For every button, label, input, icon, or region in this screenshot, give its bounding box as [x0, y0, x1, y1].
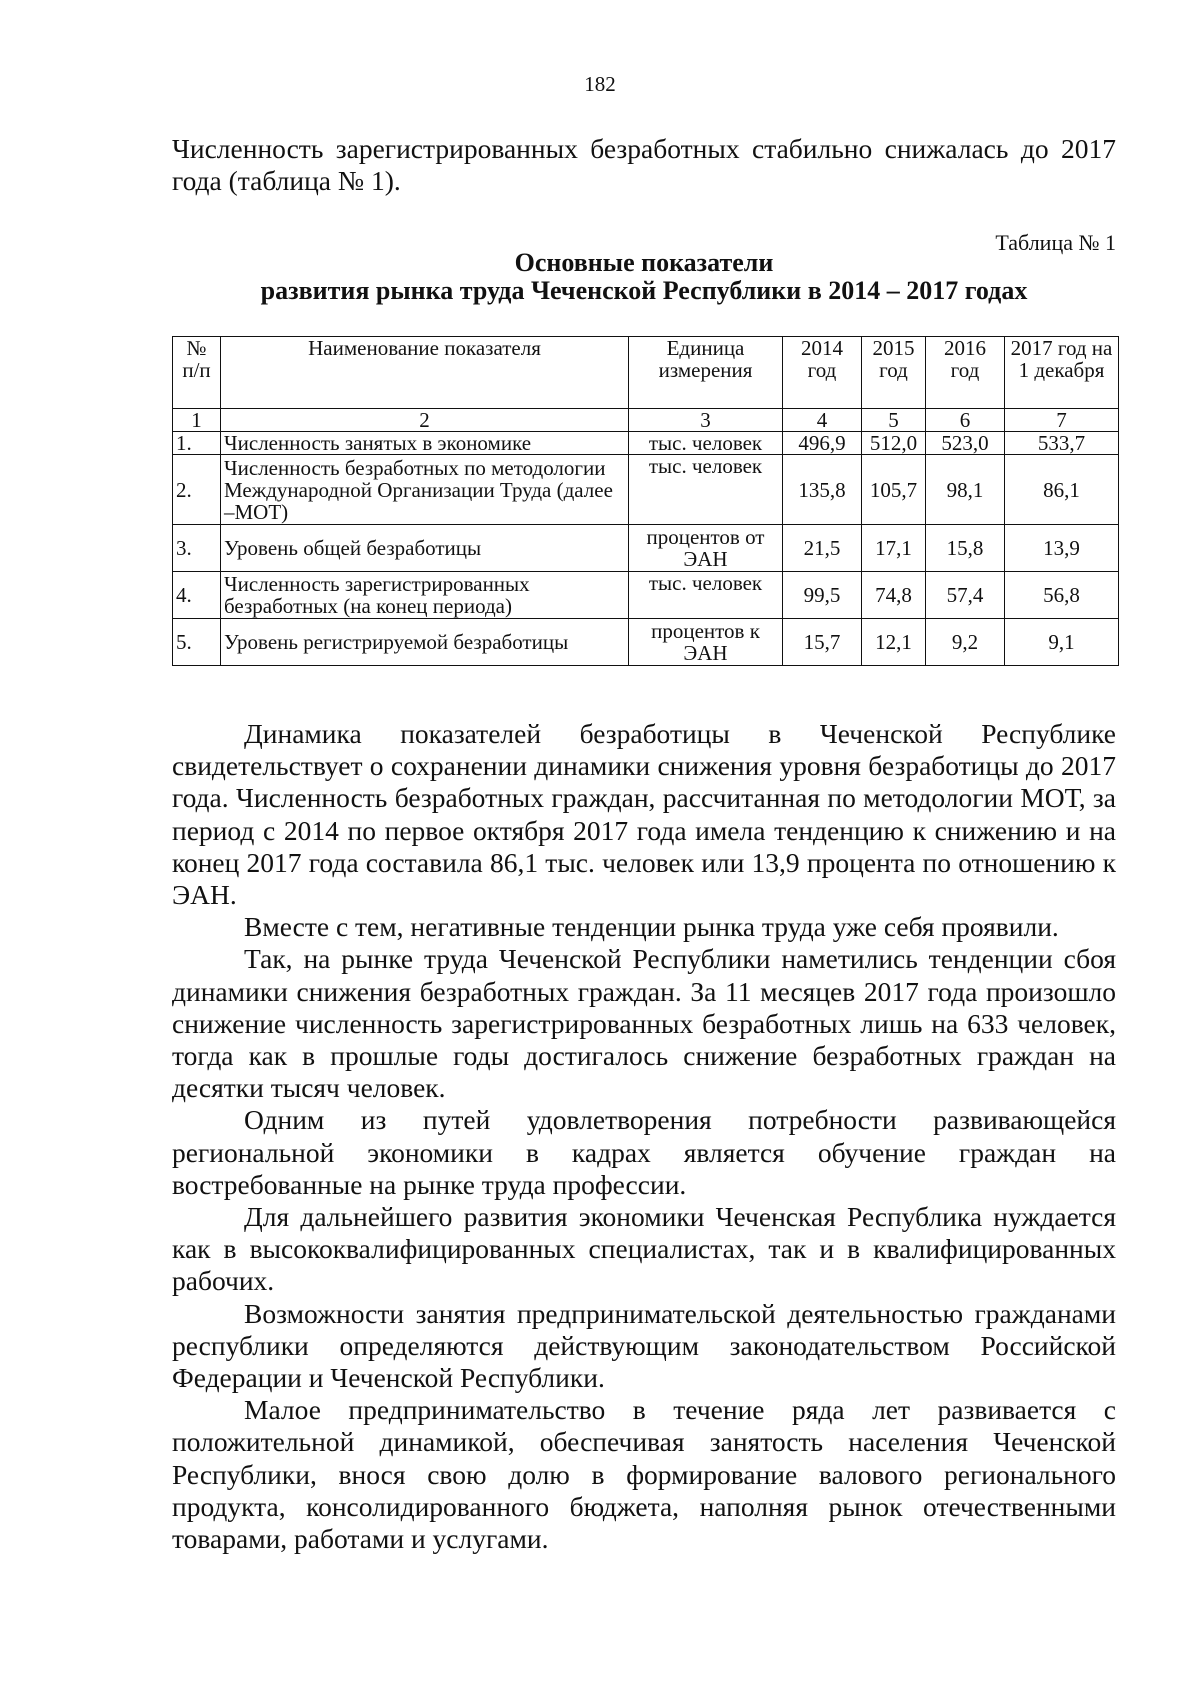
value-cell: 13,9	[1005, 525, 1119, 572]
paragraph: Для дальнейшего развития экономики Чеченская Республика нуждается как в высококвалифицированных специалистах, так и в квалифицированных рабочих.	[172, 1201, 1116, 1297]
paragraph: Так, на рынке труда Чеченской Республики наметились тенденции сбоя динамики снижения безработных граждан. За 11 месяцев 2017 года произошло снижение численность зарегистрированных безработных лишь на 633 человек, тогда как в прошлые годы достигалось снижение безработных граждан на десятки тысяч человек.	[172, 943, 1116, 1104]
header-cell: Единица измерения	[629, 337, 783, 409]
indicator-name-cell: Уровень общей безработицы	[221, 525, 629, 572]
value-cell: 15,7	[783, 619, 862, 666]
value-cell: 9,2	[926, 619, 1005, 666]
row-number-cell: 2.	[173, 455, 221, 525]
intro-line-1: Численность зарегистрированных безработных стабильно снижалась до 2017	[172, 133, 1116, 164]
intro-line-2: года (таблица № 1).	[172, 165, 401, 197]
unit-cell: тыс. человек	[629, 432, 783, 455]
column-number-cell: 7	[1005, 409, 1119, 432]
table-row	[173, 619, 1119, 666]
value-cell: 15,8	[926, 525, 1005, 572]
value-cell: 105,7	[862, 455, 926, 525]
column-number-cell: 1	[173, 409, 221, 432]
indicator-name-cell: Численность безработных по методологии Международной Организации Труда (далее –МОТ)	[221, 455, 629, 525]
paragraph: Одним из путей удовлетворения потребности развивающейся региональной экономики в кадрах является обучение граждан на востребованные на рынке труда профессии.	[172, 1104, 1116, 1200]
value-cell: 135,8	[783, 455, 862, 525]
table-column-number-row	[173, 409, 1119, 432]
table-row	[173, 432, 1119, 455]
table-title-line-1: Основные показатели	[514, 248, 774, 277]
unit-cell: тыс. человек	[629, 455, 783, 525]
value-cell: 17,1	[862, 525, 926, 572]
row-number-cell: 5.	[173, 619, 221, 666]
header-cell: 2017 год на 1 декабря	[1005, 337, 1119, 409]
column-number-cell: 5	[862, 409, 926, 432]
header-cell: 2015 год	[862, 337, 926, 409]
value-cell: 512,0	[862, 432, 926, 455]
table-title	[172, 249, 1116, 305]
value-cell: 533,7	[1005, 432, 1119, 455]
value-cell: 86,1	[1005, 455, 1119, 525]
indicators-table	[172, 336, 1119, 666]
table-row	[173, 525, 1119, 572]
paragraph: Малое предпринимательство в течение ряда лет развивается с положительной динамикой, обеспечивая занятость населения Чеченской Республики, внося свою долю в формирование валового регионального продукта, консолидированного бюджета, наполняя рынок отечественными товарами, работами и услугами.	[172, 1394, 1116, 1555]
column-number-cell: 6	[926, 409, 1005, 432]
row-number-cell: 1.	[173, 432, 221, 455]
value-cell: 9,1	[1005, 619, 1119, 666]
page-number: 182	[584, 72, 616, 96]
value-cell: 98,1	[926, 455, 1005, 525]
value-cell: 99,5	[783, 572, 862, 619]
indicator-name-cell: Уровень регистрируемой безработицы	[221, 619, 629, 666]
value-cell: 57,4	[926, 572, 1005, 619]
value-cell: 12,1	[862, 619, 926, 666]
value-cell: 21,5	[783, 525, 862, 572]
table-title-line-2: развития рынка труда Чеченской Республики в 2014 – 2017 годах	[260, 276, 1028, 305]
column-number-cell: 3	[629, 409, 783, 432]
unit-cell: процентов к ЭАН	[629, 619, 783, 666]
table-row	[173, 455, 1119, 525]
body-text	[172, 718, 1116, 1555]
header-cell: № п/п	[173, 337, 221, 409]
row-number-cell: 3.	[173, 525, 221, 572]
column-number-cell: 4	[783, 409, 862, 432]
value-cell: 74,8	[862, 572, 926, 619]
value-cell: 56,8	[1005, 572, 1119, 619]
indicator-name-cell: Численность зарегистрированных безработных (на конец периода)	[221, 572, 629, 619]
paragraph: Вместе с тем, негативные тенденции рынка труда уже себя проявили.	[244, 911, 1059, 943]
unit-cell: процентов от ЭАН	[629, 525, 783, 572]
table-header-row	[173, 337, 1119, 409]
table-row	[173, 572, 1119, 619]
header-cell: 2014 год	[783, 337, 862, 409]
header-cell: 2016 год	[926, 337, 1005, 409]
value-cell: 523,0	[926, 432, 1005, 455]
column-number-cell: 2	[221, 409, 629, 432]
row-number-cell: 4.	[173, 572, 221, 619]
value-cell: 496,9	[783, 432, 862, 455]
paragraph: Динамика показателей безработицы в Чеченской Республике свидетельствует о сохранении динамики снижения уровня безработицы до 2017 года. Численность безработных граждан, рассчитанная по методологии МОТ, за период с 2014 по первое октября 2017 года имела тенденцию к снижению и на конец 2017 года составила 86,1 тыс. человек или 13,9 процента по отношению к ЭАН.	[172, 718, 1116, 911]
header-cell: Наименование показателя	[221, 337, 629, 409]
intro-paragraph	[172, 133, 1116, 197]
table-caption: Таблица № 1	[995, 230, 1116, 255]
paragraph: Возможности занятия предпринимательской деятельностью гражданами республики определяются действующим законодательством Российской Федерации и Чеченской Республики.	[172, 1297, 1116, 1394]
indicator-name-cell: Численность занятых в экономике	[221, 432, 629, 455]
unit-cell: тыс. человек	[629, 572, 783, 619]
